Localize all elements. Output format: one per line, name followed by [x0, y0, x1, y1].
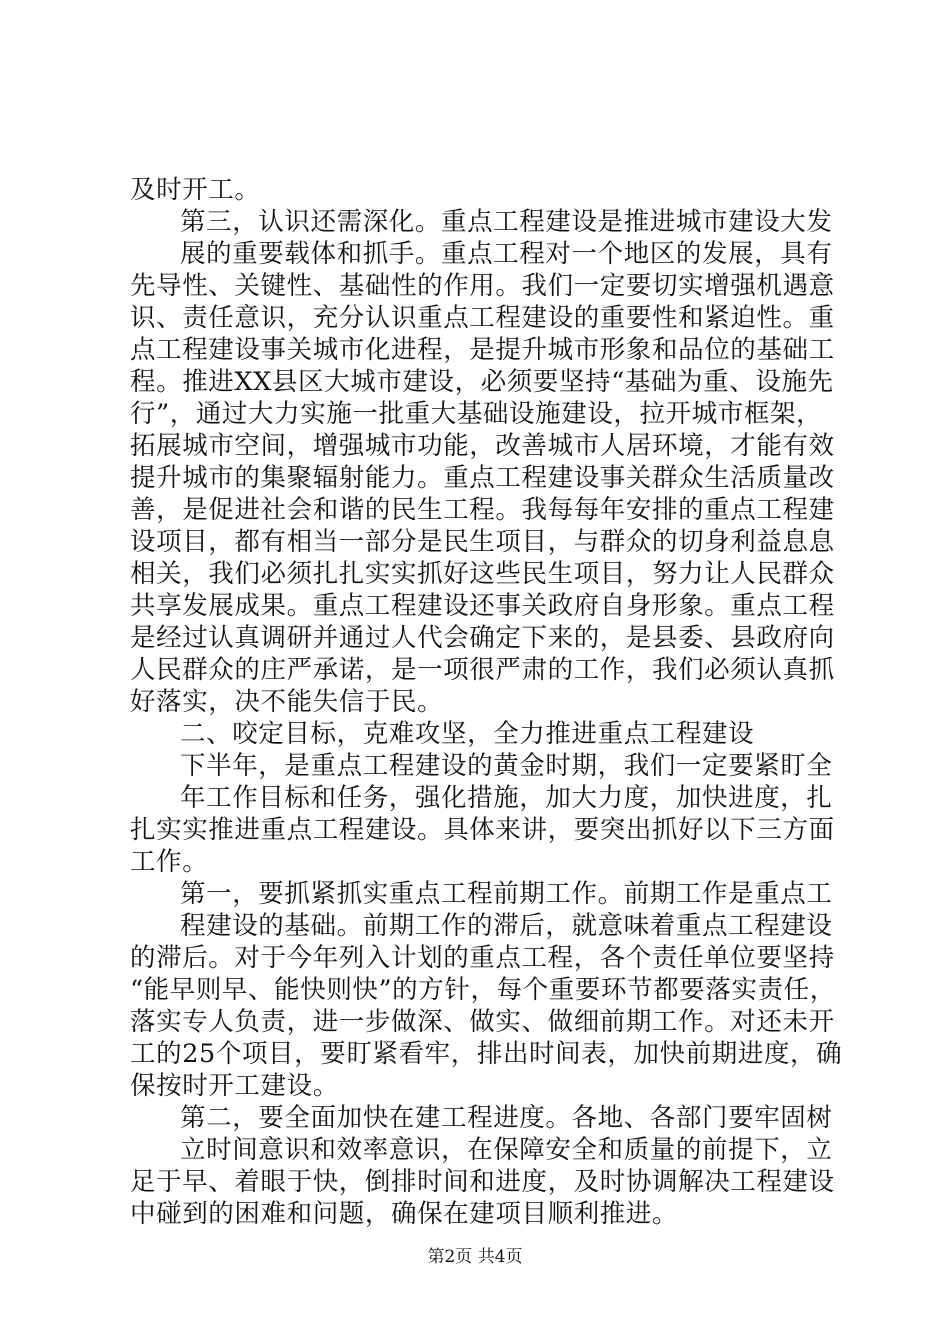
text-line: 程建设的基础。前期工作的滞后，就意味着重点工程建设	[180, 911, 833, 941]
text-line: 扎实实推进重点工程建设。具体来讲，要突出抓好以下三方面	[130, 815, 835, 845]
text-line: 工作。	[130, 847, 209, 877]
text-line: 立时间意识和效率意识，在保障安全和质量的前提下，立	[180, 1135, 833, 1165]
text-line: 点工程建设事关城市化进程，是提升城市形象和品位的基础工	[130, 335, 835, 365]
text-line: 相关，我们必须扎扎实实抓好这些民生项目，努力让人民群众	[130, 559, 835, 589]
text-line: 展的重要载体和抓手。重点工程对一个地区的发展，具有	[180, 239, 833, 269]
text-line: 先导性、关键性、基础性的作用。我们一定要切实增强机遇意	[130, 271, 835, 301]
text-line: 共享发展成果。重点工程建设还事关政府自身形象。重点工程	[130, 591, 835, 621]
text-line: 年工作目标和任务，强化措施，加大力度，加快进度，扎	[180, 783, 833, 813]
text-line: 拓展城市空间，增强城市功能，改善城市人居环境，才能有效	[130, 431, 835, 461]
text-line: 及时开工。	[130, 175, 261, 205]
page-number-footer: 第2页 共4页	[427, 1247, 523, 1267]
text-line: 下半年，是重点工程建设的黄金时期，我们一定要紧盯全	[180, 751, 833, 781]
text-line: 人民群众的庄严承诺，是一项很严肃的工作，我们必须认真抓	[130, 655, 835, 685]
text-line: 第三，认识还需深化。重点工程建设是推进城市建设大发	[180, 207, 833, 237]
text-line: 识、责任意识，充分认识重点工程建设的重要性和紧迫性。重	[130, 303, 835, 333]
text-line: 工的25个项目，要盯紧看牢，排出时间表，加快前期进度，确	[130, 1039, 843, 1069]
text-line: 保按时开工建设。	[130, 1071, 339, 1101]
text-line: 是经过认真调研并通过人代会确定下来的，是县委、县政府向	[130, 623, 835, 653]
text-line: 落实专人负责，进一步做深、做实、做细前期工作。对还未开	[130, 1007, 835, 1037]
text-line: 的滞后。对于今年列入计划的重点工程，各个责任单位要坚持	[130, 943, 835, 973]
text-line: 行”，通过大力实施一批重大基础设施建设，拉开城市框架，	[130, 399, 823, 429]
text-line: 设项目，都有相当一部分是民生项目，与群众的切身利益息息	[130, 527, 835, 557]
section-heading: 二、咬定目标，克难攻坚，全力推进重点工程建设	[180, 719, 755, 749]
text-line: 提升城市的集聚辐射能力。重点工程建设事关群众生活质量改	[130, 463, 835, 493]
text-line: 好落实，决不能失信于民。	[130, 687, 444, 717]
text-line: 善，是促进社会和谐的民生工程。我每每年安排的重点工程建	[130, 495, 835, 525]
text-line: “能早则早、能快则快”的方针，每个重要环节都要落实责任，	[130, 975, 836, 1005]
text-line: 第二，要全面加快在建工程进度。各地、各部门要牢固树	[180, 1103, 833, 1133]
text-line: 足于早、着眼于快，倒排时间和进度，及时协调解决工程建设	[130, 1167, 835, 1197]
text-line: 程。推进XX县区大城市建设，必须要坚持“基础为重、设施先	[130, 367, 834, 397]
text-line: 中碰到的困难和问题，确保在建项目顺利推进。	[130, 1199, 679, 1229]
text-line: 第一，要抓紧抓实重点工程前期工作。前期工作是重点工	[180, 879, 833, 909]
